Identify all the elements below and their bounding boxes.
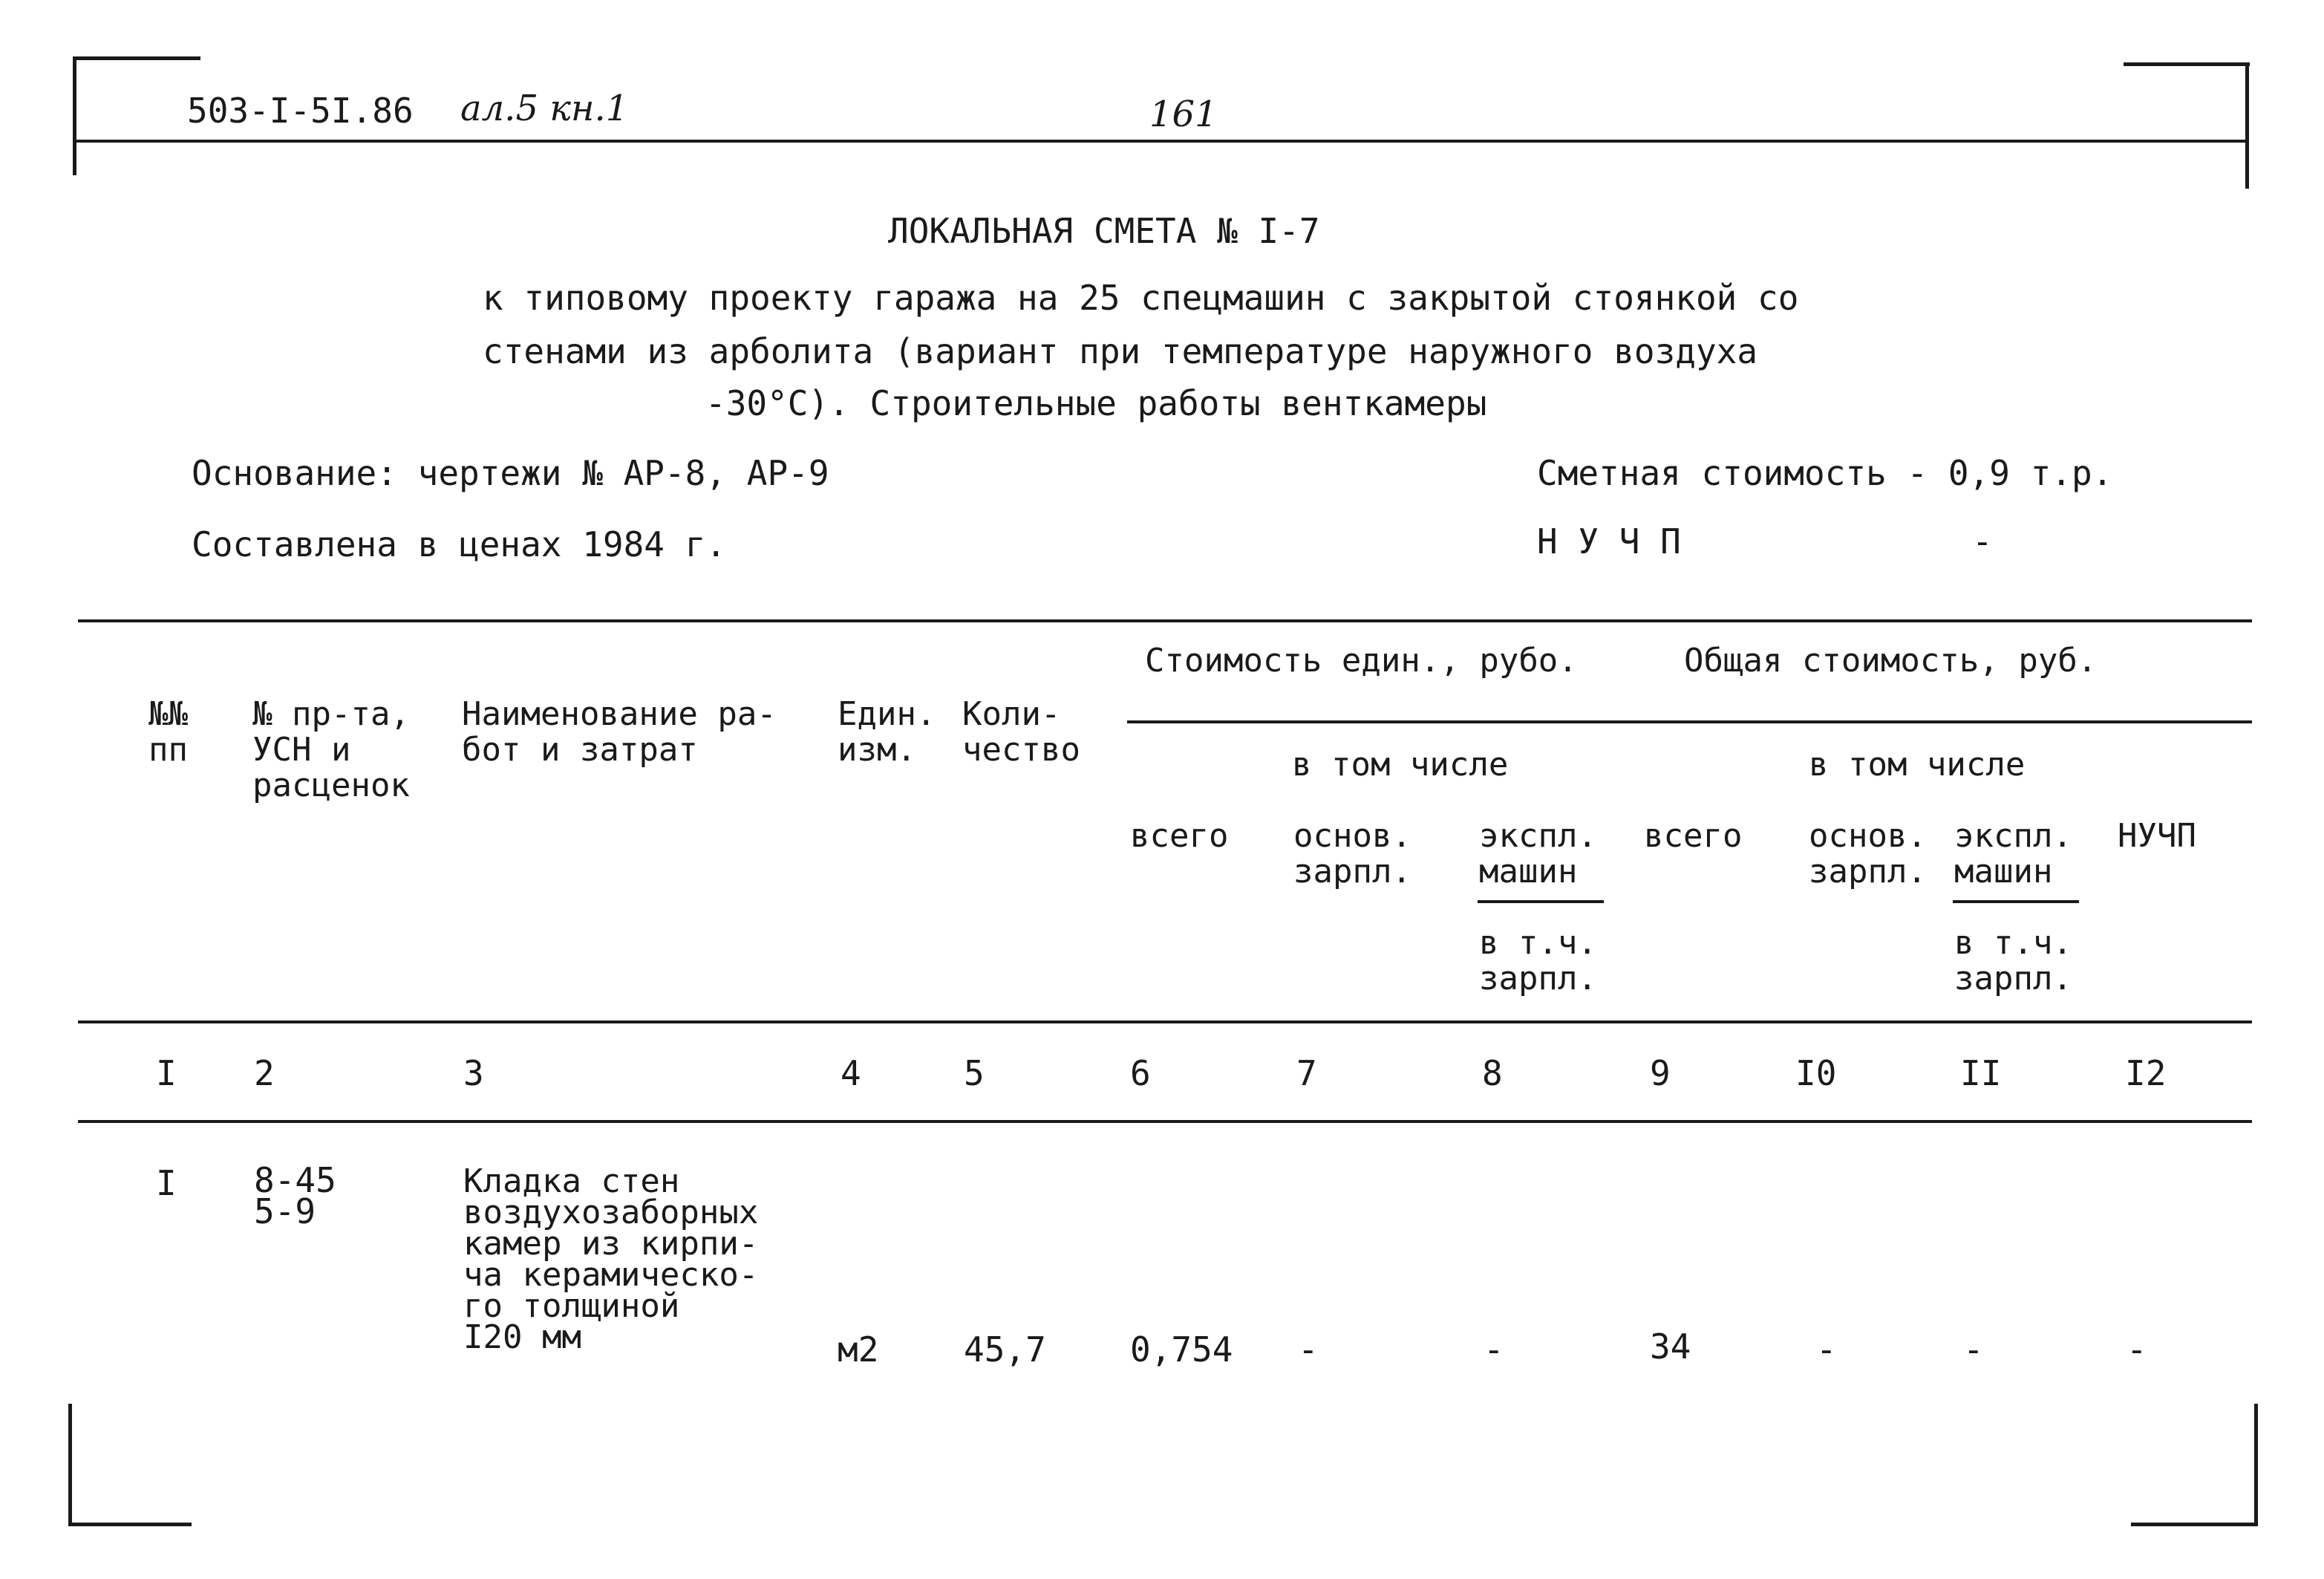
row-qty: 45,7 — [964, 1329, 1046, 1370]
total-cost-group-header: Общая стоимость, руб. — [1684, 642, 2098, 680]
column-number-3: 3 — [463, 1053, 484, 1093]
nuchp-label: Н У Ч П — [1537, 521, 1681, 561]
frame-right-top-line — [2245, 62, 2249, 189]
machines-underline-2 — [1953, 900, 2079, 903]
header-rule — [73, 140, 2248, 143]
col-header-total-wage: основ. зарпл. — [1809, 817, 1927, 891]
row-unit-wage: - — [1298, 1329, 1319, 1370]
frame-bottom-left-vertical — [68, 1404, 72, 1526]
col-header-code: № пр-та, УСН и расценок — [252, 695, 410, 804]
row-code: 8-45 5-9 — [254, 1160, 336, 1231]
including-header-1: в том числе — [1292, 746, 1509, 784]
frame-bottom-left-horizontal — [68, 1523, 192, 1526]
row-name: Кладка стен воздухозаборных камер из кирпи- ча керамическо- го толщиной I20 мм — [463, 1162, 759, 1356]
row-nuchp: - — [2126, 1329, 2147, 1370]
nuchp-value: - — [1972, 521, 1993, 561]
column-number-1: I — [156, 1053, 177, 1093]
machines-underline-1 — [1478, 900, 1604, 903]
col-header-total-incl-wage: в т.ч. зарпл. — [1954, 924, 2072, 997]
frame-top-right-line — [2124, 62, 2250, 66]
col-header-name: Наименование ра- бот и затрат — [462, 695, 777, 769]
col-header-unit-wage: основ. зарпл. — [1293, 817, 1411, 891]
row-unit-machines: - — [1483, 1329, 1504, 1370]
column-number-8: 8 — [1482, 1053, 1503, 1093]
row-total-machines: - — [1963, 1329, 1984, 1370]
row-total: 34 — [1650, 1326, 1691, 1367]
title-line-1: к типовому проекту гаража на 25 спецмашин с закрытой стоянкой со — [483, 278, 1799, 318]
frame-left-top-line — [73, 56, 76, 175]
column-number-4: 4 — [841, 1053, 861, 1093]
col-header-unit-total: всего — [1130, 817, 1229, 855]
col-header-qty: Коли- чество — [962, 695, 1080, 769]
column-number-6: 6 — [1130, 1053, 1151, 1093]
column-number-10: I0 — [1795, 1053, 1837, 1093]
frame-bottom-right-horizontal — [2131, 1523, 2257, 1526]
prices-line: Составлена в ценах 1984 г. — [192, 524, 727, 564]
album-note: ал.5 кн.1 — [460, 88, 629, 129]
column-number-2: 2 — [254, 1053, 275, 1093]
col-header-total: всего — [1644, 817, 1743, 855]
title-line-2: стенами из арболита (вариант при температуре наружного воздуха — [483, 331, 1758, 371]
column-number-11: II — [1960, 1053, 2002, 1093]
title-line-3: -30°С). Строительные работы венткамеры — [705, 383, 1487, 423]
frame-top-left-line — [73, 56, 200, 60]
col-header-total-machines: экспл. машин — [1954, 817, 2072, 891]
row-num: I — [156, 1163, 177, 1203]
unit-cost-group-header: Стоимость един., рубо. — [1145, 642, 1578, 680]
page-number: 161 — [1149, 94, 1218, 135]
frame-bottom-right-vertical — [2254, 1404, 2258, 1526]
col-header-unit: Един. изм. — [838, 695, 936, 769]
row-total-wage: - — [1816, 1329, 1837, 1370]
row-unit: м2 — [838, 1329, 879, 1370]
col-header-nuchp: НУЧП — [2118, 817, 2196, 855]
document-code: 503-I-5I.86 — [187, 91, 414, 131]
row-unit-total: 0,754 — [1130, 1329, 1233, 1370]
col-header-unit-machines: экспл. машин — [1479, 817, 1597, 891]
column-number-7: 7 — [1296, 1053, 1317, 1093]
column-number-12: I2 — [2125, 1053, 2167, 1093]
col-header-num: №№ пп — [148, 695, 188, 769]
header-bottom-rule — [78, 1020, 2252, 1023]
column-number-5: 5 — [964, 1053, 985, 1093]
column-number-9: 9 — [1650, 1053, 1671, 1093]
col-header-unit-incl-wage: в т.ч. зарпл. — [1479, 924, 1597, 997]
estimate-heading: ЛОКАЛЬНАЯ СМЕТА № I-7 — [888, 211, 1320, 251]
column-number-rule — [78, 1120, 2252, 1123]
including-header-2: в том числе — [1809, 746, 2026, 784]
table-top-rule — [78, 619, 2252, 622]
group-rule — [1127, 720, 2252, 723]
estimate-cost: Сметная стоимость - 0,9 т.р. — [1537, 453, 2113, 493]
basis-line: Основание: чертежи № АР-8, АР-9 — [192, 453, 829, 493]
